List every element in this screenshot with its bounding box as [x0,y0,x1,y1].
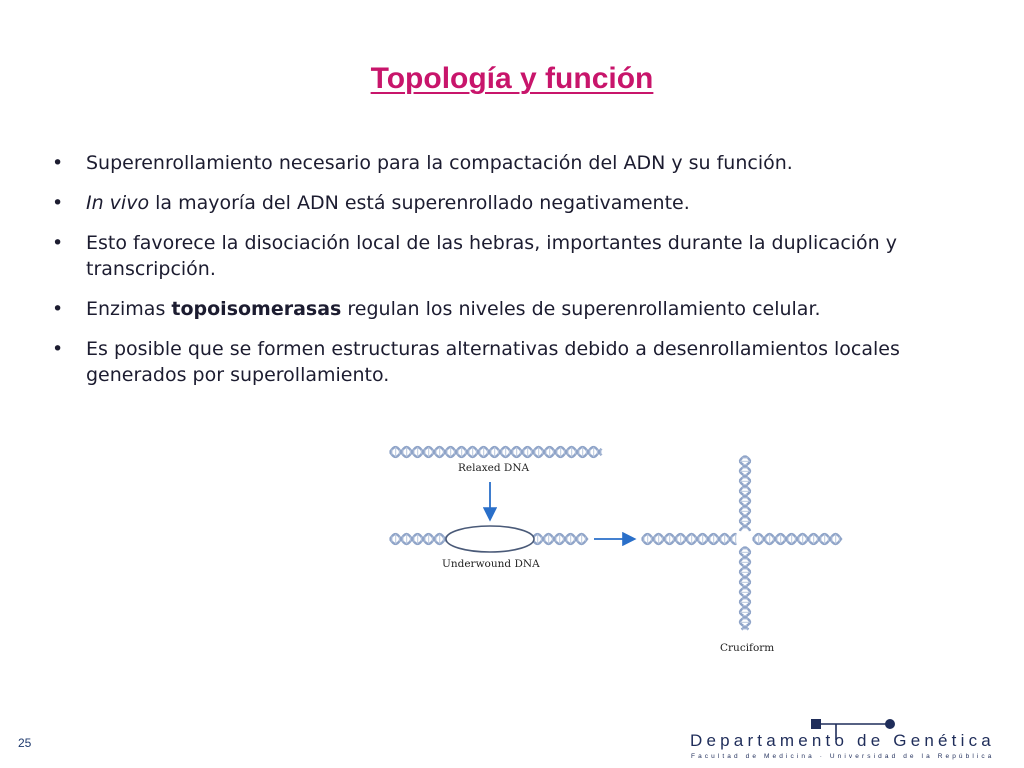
bullet-text-post: regulan los niveles de superenrollamiento celular. [341,298,821,320]
bullet-item [48,336,948,388]
slide-title: Topología y función [370,62,654,95]
department-logo [690,716,995,766]
denatured-bubble [446,526,534,552]
dna-diagram [380,430,860,670]
bullet-item [48,150,948,176]
bullet-text: Superenrollamiento necesario para la compactación del ADN y su función. [86,152,793,174]
cruciform-label: Cruciform [720,642,775,654]
bullet-marker: • [52,298,64,320]
department-name: Departamento de Genética [690,731,995,750]
bullet-marker: • [52,232,64,254]
bullet-bold-text: topoisomerasas [171,298,342,320]
bullet-item [48,190,948,216]
cruciform-top-arm-helix [740,456,750,531]
bullet-item [48,296,948,322]
cruciform-left-arm-helix [642,534,737,544]
underwound-dna-right-helix [532,534,588,544]
underwound-dna-label: Underwound DNA [442,558,540,570]
page-number: 25 [18,736,32,750]
underwound-dna-left-helix [390,534,447,544]
bullet-text-pre: Enzimas [86,298,172,320]
relaxed-dna-helix [390,447,602,457]
cruciform-right-arm-helix [753,534,842,544]
bullet-marker: • [52,192,64,214]
bullet-text: Es posible que se formen estructuras alternativas debido a desenrollamientos locales generados por superollamiento. [86,338,900,386]
bullet-list [48,150,948,402]
bullet-item [48,230,948,282]
faculty-name: Facultad de Medicina · Universidad de la República [691,753,995,760]
bullet-italic-text: In vivo [86,192,150,214]
bullet-text: la mayoría del ADN está superenrollado negativamente. [149,192,690,214]
bullet-text: Esto favorece la disociación local de las hebras, importantes durante la duplicación y transcripción. [86,232,898,280]
bullet-marker: • [52,338,64,360]
cruciform-bottom-arm-helix [740,547,750,630]
bullet-marker: • [52,152,64,174]
relaxed-dna-label: Relaxed DNA [458,462,530,474]
dna-supercoiling-figure [380,430,860,670]
